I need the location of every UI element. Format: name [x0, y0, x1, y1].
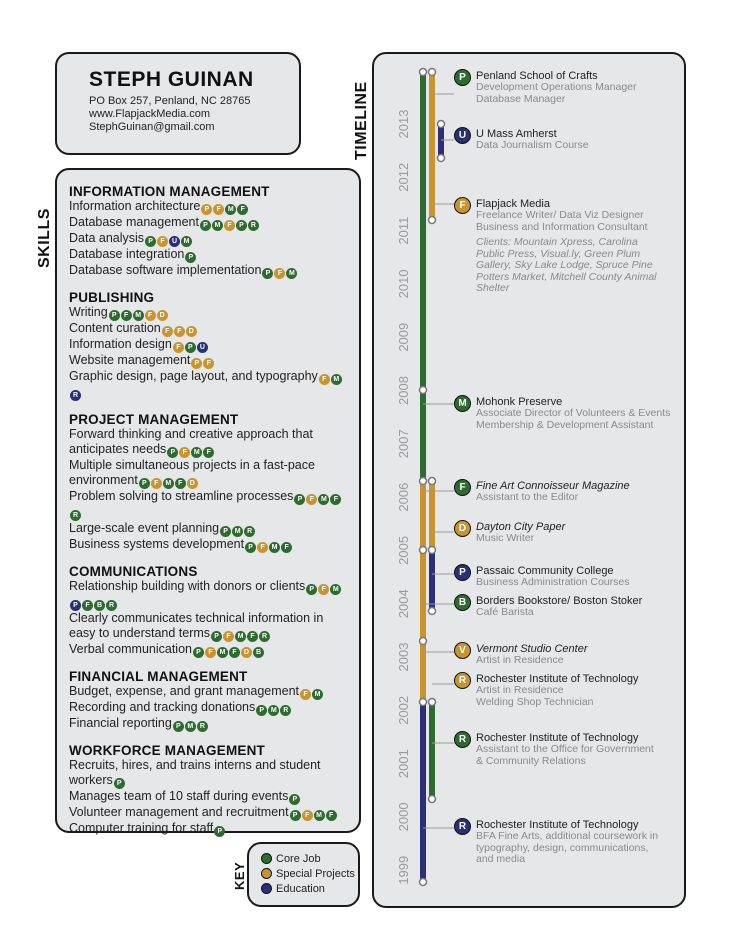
- skill-badge: P: [236, 220, 247, 231]
- entry-badge-icon: B: [454, 594, 471, 611]
- timeline-node: [429, 478, 436, 485]
- skill-badge: R: [106, 600, 117, 611]
- skill-badge: M: [232, 526, 243, 537]
- timeline-node: [420, 547, 427, 554]
- timeline-node: [429, 217, 436, 224]
- year-label: 2009: [396, 322, 411, 352]
- skill-badge: F: [223, 631, 234, 642]
- skill-section: [69, 412, 347, 553]
- timeline-entry: [459, 198, 676, 295]
- entry-role: Artist in Residence: [476, 654, 564, 666]
- skill-badge: F: [151, 478, 162, 489]
- entry-badge-icon: P: [454, 69, 471, 86]
- address: PO Box 257, Penland, NC 28765: [89, 95, 251, 107]
- skill-item: [69, 642, 347, 658]
- skill-text: Large-scale event planning: [69, 521, 220, 535]
- skill-item: [69, 369, 347, 401]
- key-dot-icon: [261, 883, 272, 894]
- entry-role: Café Barista: [476, 606, 534, 618]
- skill-item: [69, 489, 347, 521]
- skill-badge: F: [229, 647, 240, 658]
- skill-item: [69, 579, 347, 611]
- timeline-entry: [458, 819, 676, 866]
- skill-section: [69, 669, 347, 732]
- skill-section-title: COMMUNICATIONS: [69, 564, 198, 579]
- entry-note: Public Press, Visual.ly, Green Plum: [476, 247, 641, 260]
- skill-badge: M: [331, 374, 342, 385]
- skill-text: Financial reporting: [69, 716, 172, 730]
- skill-badge: D: [187, 478, 198, 489]
- entry-badge-icon: F: [454, 197, 471, 214]
- skill-badge: F: [205, 647, 216, 658]
- skill-text: Forward thinking and creative approach that anticipates needs: [69, 427, 313, 456]
- skill-badge: P: [191, 358, 202, 369]
- entry-title: Rochester Institute of Technology: [476, 673, 639, 685]
- key-label: KEY: [232, 861, 247, 890]
- skill-badge: R: [244, 526, 255, 537]
- skill-badge: P: [220, 526, 231, 537]
- skill-badge: B: [253, 647, 264, 658]
- entry-badge-icon: P: [454, 564, 471, 581]
- skill-item: [69, 789, 347, 805]
- skill-badge: P: [109, 310, 120, 321]
- timeline-entry: [458, 521, 676, 545]
- timeline-node: [429, 69, 436, 76]
- skill-item: [69, 821, 347, 837]
- skill-badge: R: [70, 510, 81, 521]
- skill-badge: D: [157, 310, 168, 321]
- entry-badge-icon: F: [454, 479, 471, 496]
- skill-badge: F: [145, 310, 156, 321]
- skill-badge: F: [237, 204, 248, 215]
- skill-text: Business systems development: [69, 537, 245, 551]
- skill-text: Website management: [69, 353, 191, 367]
- timeline-entry: [458, 595, 676, 619]
- skill-text: Content curation: [69, 321, 161, 335]
- skill-badge: P: [306, 584, 317, 595]
- skill-section-title: INFORMATION MANAGEMENT: [69, 184, 270, 199]
- skill-badge: P: [185, 252, 196, 263]
- skill-badge: F: [326, 810, 337, 821]
- email-link[interactable]: StephGuinan@gmail.com: [89, 121, 215, 133]
- skill-item: [69, 321, 347, 337]
- skill-item: [69, 263, 347, 279]
- skill-badge: P: [70, 600, 81, 611]
- entry-note: Clients: Mountain Xpress, Carolina: [476, 236, 638, 248]
- skill-badge: F: [319, 374, 330, 385]
- year-label: 2006: [396, 482, 411, 512]
- skill-badge: M: [330, 584, 341, 595]
- entry-title: Flapjack Media: [476, 198, 550, 210]
- entry-note: Shelter: [476, 282, 510, 294]
- skill-section-title: PUBLISHING: [69, 290, 155, 305]
- skill-section: [69, 743, 347, 837]
- skill-badge: P: [290, 810, 301, 821]
- skill-text: Problem solving to streamline processes: [69, 489, 294, 503]
- skill-badge: F: [281, 542, 292, 553]
- entry-badge-icon: R: [454, 672, 471, 689]
- year-label: 2001: [396, 749, 411, 779]
- skill-text: Graphic design, page layout, and typography: [69, 369, 318, 383]
- skill-badge: P: [193, 647, 204, 658]
- timeline-entry: [458, 673, 676, 708]
- skill-badge: F: [318, 584, 329, 595]
- entry-role: Assistant to the Editor: [476, 491, 579, 503]
- skill-badge: F: [121, 310, 132, 321]
- website-link[interactable]: www.FlapjackMedia.com: [89, 108, 211, 120]
- entry-role: Music Writer: [476, 532, 535, 544]
- timeline-node: [420, 69, 427, 76]
- skill-badge: M: [314, 810, 325, 821]
- entry-role: Welding Shop Technician: [476, 695, 594, 708]
- entry-title: Dayton City Paper: [476, 521, 566, 533]
- key-dot-icon: [261, 868, 272, 879]
- year-label: 2000: [396, 802, 411, 832]
- skill-badge: P: [145, 236, 156, 247]
- timeline-node: [420, 387, 427, 394]
- skill-badge: F: [247, 631, 258, 642]
- timeline-label: TIMELINE: [353, 81, 370, 160]
- skill-item: [69, 199, 347, 215]
- skill-section-title: PROJECT MANAGEMENT: [69, 412, 239, 427]
- skill-badge: F: [173, 342, 184, 353]
- skill-badge: P: [256, 705, 267, 716]
- skill-item: [69, 458, 347, 489]
- timeline-entry: [458, 732, 676, 767]
- skill-item: [69, 611, 347, 642]
- skill-item: [69, 684, 347, 700]
- entry-title: Borders Bookstore/ Boston Stoker: [476, 595, 643, 607]
- skill-text: Database software implementation: [69, 263, 262, 277]
- entry-badge-icon: D: [454, 520, 471, 537]
- year-label: 2008: [396, 376, 411, 405]
- skill-text: Recruits, hires, and trains interns and student workers: [69, 758, 321, 787]
- entry-badge-icon: V: [454, 642, 471, 659]
- entry-role: Database Manager: [476, 92, 566, 105]
- skills-panel: [55, 168, 361, 833]
- skill-item: [69, 337, 347, 353]
- timeline-entry: [459, 70, 676, 105]
- skill-badge: P: [245, 542, 256, 553]
- skill-badge: M: [225, 204, 236, 215]
- skill-badge: M: [191, 447, 202, 458]
- entry-note: Potters Market, Mitchell County Animal: [476, 270, 657, 283]
- entry-role: Development Operations Manager: [476, 81, 637, 93]
- skill-badge: P: [139, 478, 150, 489]
- skill-item: [69, 758, 347, 789]
- skill-badge: M: [133, 310, 144, 321]
- skill-item: [69, 215, 347, 231]
- skill-badge: P: [201, 204, 212, 215]
- skill-item: [69, 805, 347, 821]
- entry-role: Associate Director of Volunteers & Events: [476, 407, 671, 419]
- skill-item: [69, 247, 347, 263]
- skill-text: Verbal communication: [69, 642, 192, 656]
- skill-badge: F: [213, 204, 224, 215]
- entry-role: Business and Information Consultant: [476, 220, 648, 233]
- skill-text: Relationship building with donors or clients: [69, 579, 306, 593]
- skill-item: [69, 537, 347, 553]
- timeline-entry: [458, 128, 676, 152]
- skill-badge: F: [300, 689, 311, 700]
- skill-badge: F: [174, 326, 185, 337]
- timeline-node: [420, 478, 427, 485]
- entry-title: Rochester Institute of Technology: [476, 819, 639, 831]
- timeline-node: [420, 638, 427, 645]
- skill-item: [69, 231, 347, 247]
- timeline-entry: [459, 565, 676, 589]
- skill-badge: P: [114, 778, 125, 789]
- timeline-entry: [458, 396, 676, 431]
- skill-text: Database integration: [69, 247, 185, 261]
- skill-badge: F: [82, 600, 93, 611]
- key-row: [261, 852, 358, 867]
- skill-text: Data analysis: [69, 231, 145, 245]
- timeline-node: [420, 879, 427, 886]
- entry-role: BFA Fine Arts, additional coursework in: [476, 830, 659, 842]
- skill-section-title: FINANCIAL MANAGEMENT: [69, 669, 248, 684]
- skill-badge: P: [289, 794, 300, 805]
- entry-title: Passaic Community College: [476, 565, 614, 577]
- skill-badge: F: [257, 542, 268, 553]
- skill-section: [69, 290, 347, 401]
- skill-badge: M: [269, 542, 280, 553]
- skill-badge: D: [186, 326, 197, 337]
- skill-section: [69, 184, 347, 279]
- entry-title: Vermont Studio Center: [476, 643, 588, 655]
- entry-role: Freelance Writer/ Data Viz Designer: [476, 209, 644, 221]
- entry-role: and media: [476, 853, 526, 865]
- skill-text: Database management: [69, 215, 199, 229]
- skill-item: [69, 700, 347, 716]
- key-row: [261, 867, 358, 882]
- skill-item: [69, 305, 347, 321]
- entry-role: Artist in Residence: [476, 684, 564, 696]
- year-label: 1999: [396, 855, 411, 885]
- year-label: 2010: [396, 269, 411, 299]
- entry-title: Rochester Institute of Technology: [476, 732, 639, 744]
- skill-badge: F: [179, 447, 190, 458]
- entry-badge-icon: U: [454, 127, 471, 144]
- skill-badge: R: [280, 705, 291, 716]
- timeline-entry: [459, 480, 676, 504]
- skill-section-title: WORKFORCE MANAGEMENT: [69, 743, 265, 758]
- skill-badge: F: [175, 478, 186, 489]
- skill-badge: M: [163, 478, 174, 489]
- skill-badge: P: [294, 494, 305, 505]
- skill-text: Manages team of 10 staff during events: [69, 789, 289, 803]
- header-card: [55, 52, 301, 155]
- skill-badge: M: [217, 647, 228, 658]
- skill-badge: M: [212, 220, 223, 231]
- timeline-node: [429, 796, 436, 803]
- key-row: [261, 882, 358, 897]
- skill-badge: R: [197, 721, 208, 732]
- timeline-node: [429, 547, 436, 554]
- year-label: 2011: [396, 216, 411, 245]
- timeline-node: [420, 699, 427, 706]
- skill-text: Clearly communicates technical information in easy to understand terms: [69, 611, 324, 640]
- year-label: 2007: [396, 429, 411, 459]
- year-label: 2005: [396, 535, 411, 565]
- entry-title: Penland School of Crafts: [476, 70, 598, 82]
- skill-text: Volunteer management and recruitment: [69, 805, 289, 819]
- skill-badge: M: [312, 689, 323, 700]
- skill-badge: F: [302, 810, 313, 821]
- skill-badge: M: [318, 494, 329, 505]
- timeline-node: [429, 699, 436, 706]
- timeline-panel: [372, 52, 686, 908]
- skill-badge: M: [181, 236, 192, 247]
- skill-badge: P: [173, 721, 184, 732]
- skill-badge: R: [259, 631, 270, 642]
- skill-item: [69, 427, 347, 458]
- skill-badge: D: [241, 647, 252, 658]
- skill-text: Computer training for staff: [69, 821, 214, 835]
- skill-badge: F: [157, 236, 168, 247]
- year-label: 2003: [396, 642, 411, 672]
- entry-note: Gallery, Sky Lake Lodge, Spruce Pine: [476, 259, 653, 271]
- year-label: 2012: [396, 162, 411, 192]
- skill-text: Information architecture: [69, 199, 201, 213]
- skill-badge: M: [268, 705, 279, 716]
- entry-role: typography, design, communications,: [476, 841, 649, 854]
- entry-role: Data Journalism Course: [476, 139, 589, 151]
- skill-badge: P: [200, 220, 211, 231]
- entry-role: & Community Relations: [476, 754, 586, 767]
- skill-text: Writing: [69, 305, 108, 319]
- entry-badge-icon: R: [454, 818, 471, 835]
- skill-text: Budget, expense, and grant management: [69, 684, 300, 698]
- skill-text: Information design: [69, 337, 172, 351]
- skill-badge: F: [306, 494, 317, 505]
- skill-badge: U: [197, 342, 208, 353]
- year-label: 2002: [396, 695, 411, 725]
- key-label-text: Special Projects: [276, 868, 355, 880]
- timeline-node: [429, 608, 436, 615]
- timeline-node: [438, 121, 445, 128]
- key-label-text: Education: [276, 883, 325, 895]
- timeline-node: [438, 155, 445, 162]
- skill-badge: P: [214, 826, 225, 837]
- skill-badge: M: [235, 631, 246, 642]
- skill-badge: P: [211, 631, 222, 642]
- skill-text: Multiple simultaneous projects in a fast-pace environment: [69, 458, 315, 487]
- entry-title: U Mass Amherst: [476, 128, 557, 140]
- skill-badge: P: [262, 268, 273, 279]
- entry-role: Assistant to the Office for Government: [476, 743, 654, 755]
- skill-badge: M: [185, 721, 196, 732]
- skill-badge: F: [203, 358, 214, 369]
- skill-badge: M: [286, 268, 297, 279]
- skill-item: [69, 353, 347, 369]
- person-name: STEPH GUINAN: [89, 68, 254, 91]
- entry-title: Fine Art Connoisseur Magazine: [476, 480, 630, 492]
- legend-key: [247, 842, 360, 907]
- skills-label: SKILLS: [36, 208, 53, 268]
- skill-badge: F: [203, 447, 214, 458]
- entry-badge-icon: R: [454, 731, 471, 748]
- skill-badge: P: [185, 342, 196, 353]
- skill-badge: B: [94, 600, 105, 611]
- skill-badge: F: [162, 326, 173, 337]
- skill-badge: F: [224, 220, 235, 231]
- key-label-text: Core Job: [276, 853, 321, 865]
- skill-badge: F: [274, 268, 285, 279]
- skill-section: [69, 564, 347, 658]
- entry-role: Membership & Development Assistant: [476, 418, 654, 431]
- skill-item: [69, 521, 347, 537]
- skill-badge: R: [70, 390, 81, 401]
- skill-text: Recording and tracking donations: [69, 700, 256, 714]
- year-label: 2004: [396, 589, 411, 619]
- key-dot-icon: [261, 853, 272, 864]
- entry-badge-icon: M: [454, 395, 471, 412]
- skill-badge: P: [167, 447, 178, 458]
- skill-badge: U: [169, 236, 180, 247]
- year-label: 2013: [396, 109, 411, 139]
- entry-role: Business Administration Courses: [476, 576, 630, 588]
- timeline-entry: [459, 643, 676, 667]
- entry-title: Mohonk Preserve: [476, 396, 563, 408]
- skill-item: [69, 716, 347, 732]
- skill-badge: R: [248, 220, 259, 231]
- skill-badge: F: [330, 494, 341, 505]
